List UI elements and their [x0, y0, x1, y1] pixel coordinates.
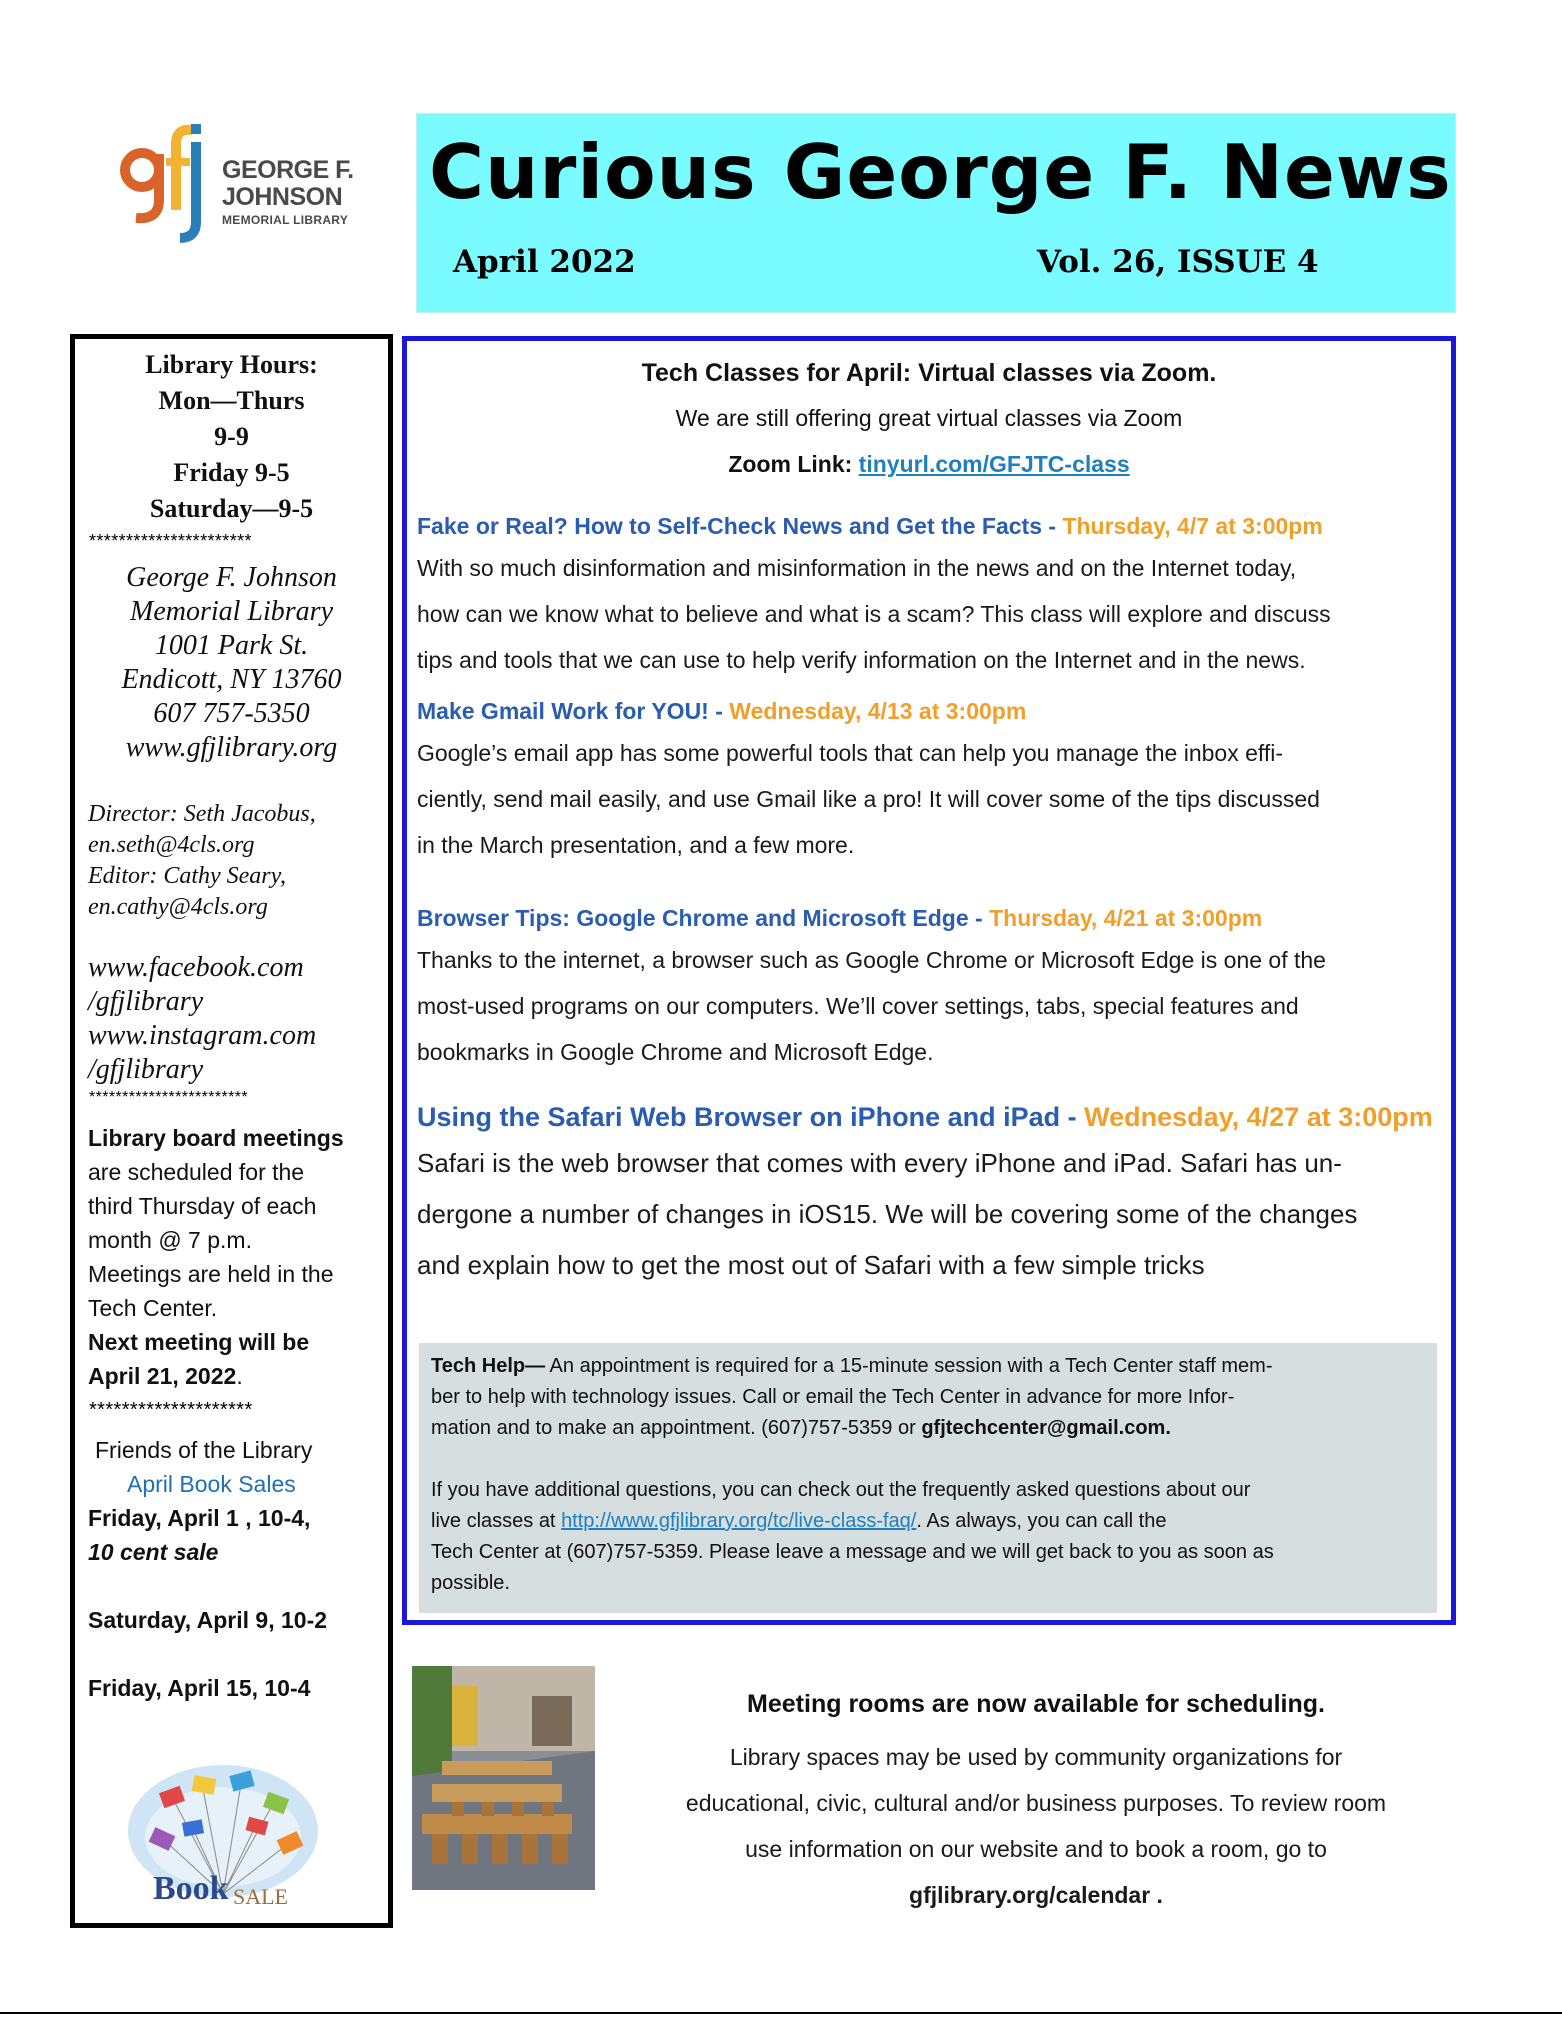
tech-center-email[interactable]: gfjtechcenter@gmail.com.: [921, 1417, 1171, 1439]
tech-help-label: Tech Help—: [431, 1355, 546, 1377]
class-title: Using the Safari Web Browser on iPhone and iPad: [417, 1102, 1061, 1132]
class-title: Fake or Real? How to Self-Check News and Get the Facts: [417, 513, 1042, 539]
phone-number: 607 757-5350: [153, 698, 310, 729]
director-email[interactable]: en.seth@4cls.org: [88, 832, 255, 858]
meeting-rooms-text: [596, 1734, 1476, 1918]
tech-help-line: ber to help with technology issues. Call or email the Tech Center in advance for more Infor-: [431, 1386, 1235, 1408]
book-sales-heading: April Book Sales: [127, 1471, 296, 1497]
class-description-line: most-used programs on our computers. We’ll cover settings, tabs, special features and: [417, 993, 1299, 1019]
tech-classes-box: [402, 336, 1456, 1625]
book-sale-word-1: Book: [153, 1870, 229, 1907]
hours-time-1: 9-9: [214, 422, 249, 451]
tech-help-line: mation and to make an appointment. (607)757-5359 or gfjtechcenter@gmail.com.: [431, 1417, 1171, 1439]
facebook-link[interactable]: www.facebook.com: [88, 952, 304, 983]
zoom-link-label: Zoom Link:: [728, 451, 859, 477]
board-line: are scheduled for the: [88, 1159, 305, 1185]
facebook-link-path[interactable]: /gfjlibrary: [88, 986, 204, 1017]
website-link[interactable]: www.gfjlibrary.org: [125, 732, 338, 763]
issue-date: April 2022: [453, 244, 636, 280]
library-logo: [118, 122, 363, 272]
tech-help-line: Tech Center at (607)757-5359. Please leave a message and we will get back to you as soon as: [431, 1541, 1274, 1563]
class-title: Make Gmail Work for YOU!: [417, 698, 709, 724]
newsletter-title: Curious George F. News: [429, 128, 1452, 216]
class-time: Wednesday, 4/13 at 3:00pm: [729, 698, 1027, 724]
faq-link[interactable]: http://www.gfjlibrary.org/tc/live-class-faq/: [561, 1510, 917, 1532]
book-sale-word-2: SALE: [233, 1884, 288, 1909]
class-title-row: [417, 513, 1323, 540]
address-line: 1001 Park St.: [154, 630, 309, 661]
library-address: [75, 561, 388, 765]
tech-help-line: Tech Help— An appointment is required for a 15-minute session with a Tech Center staff mem-: [431, 1355, 1273, 1377]
tech-help-box: [419, 1343, 1437, 1613]
next-meeting-date-value: April 21, 2022: [88, 1363, 237, 1389]
divider: **********************: [89, 531, 252, 551]
page-bottom-rule: [0, 2012, 1562, 2014]
divider: ************************: [89, 1089, 249, 1106]
class-description: [417, 545, 1331, 683]
editor-email[interactable]: en.cathy@4cls.org: [88, 894, 268, 920]
class-description-line: how can we know what to believe and what is a scam? This class will explore and discuss: [417, 601, 1331, 627]
sale-note-1: 10 cent sale: [88, 1539, 219, 1565]
hours-friday: Friday 9-5: [173, 458, 290, 487]
class-separator: -: [1042, 513, 1063, 539]
class-title-row: [417, 698, 1026, 725]
class-description: [417, 1138, 1357, 1291]
meeting-rooms-line: Library spaces may be used by community organizations for: [729, 1744, 1343, 1770]
director-name: Director: Seth Jacobus,: [88, 801, 316, 827]
social-links: [88, 951, 316, 1087]
tech-help-line: live classes at http://www.gfjlibrary.org/tc/live-class-faq/. As always, you can call the: [431, 1510, 1167, 1532]
address-line: George F. Johnson: [126, 562, 337, 593]
next-meeting-period: .: [236, 1363, 243, 1389]
meeting-room-image: [412, 1666, 595, 1890]
tech-classes-subheading: We are still offering great virtual classes via Zoom: [675, 405, 1183, 431]
gfj-logo-mark: [118, 122, 218, 272]
class-description-line: tips and tools that we can use to help verify information on the Internet and in the news.: [417, 647, 1306, 673]
class-description-line: Google’s email app has some powerful tools that can help you manage the inbox effi-: [417, 740, 1284, 766]
class-title-row: [417, 1102, 1433, 1133]
class-description-line: ciently, send mail easily, and use Gmail like a pro! It will cover some of the tips discussed: [417, 786, 1320, 812]
class-time: Wednesday, 4/27 at 3:00pm: [1084, 1102, 1433, 1132]
calendar-link[interactable]: gfjlibrary.org/calendar .: [909, 1882, 1163, 1908]
instagram-link[interactable]: www.instagram.com: [88, 1020, 317, 1051]
meeting-rooms-line: use information on our website and to book a room, go to: [745, 1836, 1327, 1862]
class-time: Thursday, 4/21 at 3:00pm: [989, 905, 1263, 931]
class-description-line: and explain how to get the most out of Safari with a few simple tricks: [417, 1250, 1205, 1280]
class-title-row: [417, 905, 1262, 932]
next-meeting-date: [88, 1359, 344, 1393]
hours-heading: Library Hours:: [145, 350, 318, 379]
tech-help-line: possible.: [431, 1572, 510, 1594]
class-description-line: dergone a number of changes in iOS15. We will be covering some of the changes: [417, 1199, 1358, 1229]
class-description-line: Thanks to the internet, a browser such as Google Chrome or Microsoft Edge is one of the: [417, 947, 1326, 973]
board-line: Tech Center.: [88, 1295, 218, 1321]
hours-saturday: Saturday—9-5: [149, 494, 314, 523]
logo-line-1: GEORGE F.: [222, 156, 354, 184]
class-time: Thursday, 4/7 at 3:00pm: [1062, 513, 1323, 539]
board-line: third Thursday of each: [88, 1193, 317, 1219]
zoom-link-row: [407, 451, 1451, 478]
zoom-link[interactable]: tinyurl.com/GFJTC-class: [858, 451, 1130, 477]
logo-line-3: MEMORIAL LIBRARY: [222, 213, 349, 227]
instagram-link-path[interactable]: /gfjlibrary: [88, 1054, 204, 1085]
meeting-rooms-line: educational, civic, cultural and/or business purposes. To review room: [685, 1790, 1387, 1816]
class-separator: -: [708, 698, 730, 724]
divider: ********************: [89, 1399, 253, 1421]
library-hours: [75, 347, 388, 527]
tech-help-line: If you have additional questions, you can check out the frequently asked questions about our: [431, 1479, 1251, 1501]
class-title: Browser Tips: Google Chrome and Microsoft Edge: [417, 905, 969, 931]
class-description-line: bookmarks in Google Chrome and Microsoft Edge.: [417, 1039, 934, 1065]
editor-name: Editor: Cathy Seary,: [88, 863, 286, 889]
sidebar: [70, 334, 393, 1928]
class-description-line: With so much disinformation and misinformation in the news and on the Internet today,: [417, 555, 1297, 581]
address-line: Memorial Library: [130, 596, 333, 627]
class-description-line: in the March presentation, and a few more.: [417, 832, 855, 858]
board-line: Meetings are held in the: [88, 1261, 334, 1287]
class-description: [417, 937, 1326, 1075]
meeting-room-photo: [412, 1666, 595, 1890]
address-line: Endicott, NY 13760: [121, 664, 342, 695]
book-sale-illustration: [123, 1759, 323, 1909]
board-line: month @ 7 p.m.: [88, 1227, 252, 1253]
next-meeting-label: Next meeting will be: [88, 1329, 310, 1355]
board-heading: Library board meetings: [88, 1125, 344, 1151]
book-sale-logo: [123, 1759, 323, 1909]
tech-classes-heading: Tech Classes for April: Virtual classes via Zoom.: [641, 359, 1217, 387]
sale-date-1: Friday, April 1 , 10-4,: [88, 1505, 311, 1531]
board-meetings: [88, 1121, 344, 1393]
class-description: [417, 730, 1320, 868]
class-separator: -: [1060, 1102, 1085, 1132]
logo-line-2: JOHNSON: [222, 183, 343, 211]
sale-date-3: Friday, April 15, 10-4: [88, 1675, 311, 1701]
friends-heading: Friends of the Library: [95, 1437, 313, 1463]
class-separator: -: [968, 905, 990, 931]
staff-contacts: [88, 799, 316, 923]
meeting-rooms-heading: Meeting rooms are now available for scheduling.: [747, 1690, 1325, 1718]
class-description-line: Safari is the web browser that comes with every iPhone and iPad. Safari has un-: [417, 1148, 1342, 1178]
issue-volume: Vol. 26, ISSUE 4: [1037, 244, 1319, 280]
sale-date-2: Saturday, April 9, 10-2: [88, 1607, 328, 1633]
hours-days-1: Mon—Thurs: [158, 386, 305, 415]
masthead: [416, 113, 1456, 313]
